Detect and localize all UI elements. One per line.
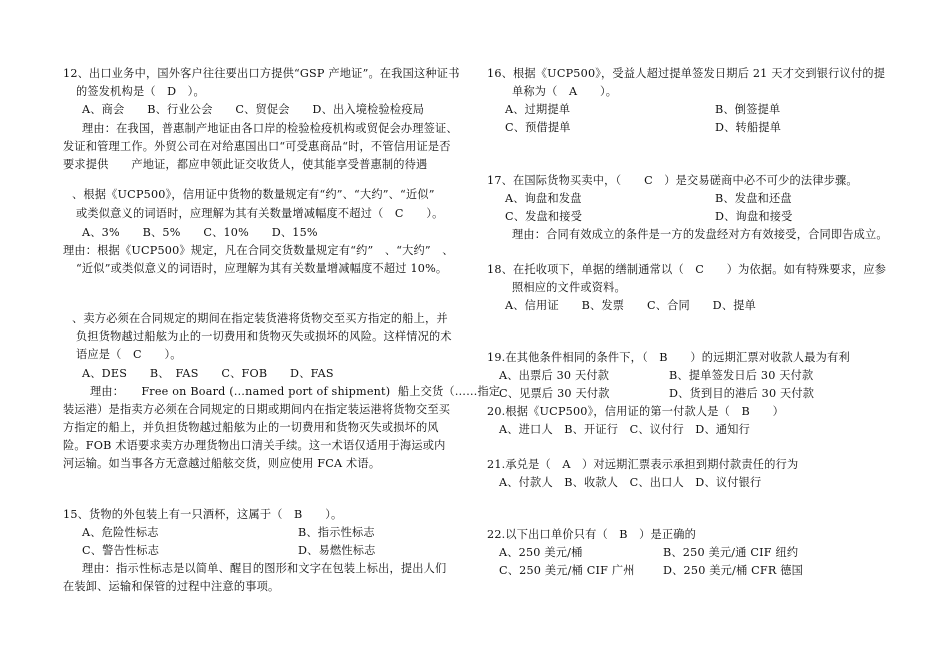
question-stem: 或类似意义的词语时，应理解为其有关数量增减幅度不超过（ C ）。	[76, 207, 444, 220]
question-stem: 单称为（ A ）。	[512, 85, 618, 98]
answer-option: D、货到目的港后 30 天付款	[669, 387, 815, 400]
answer-option: C、见票后 30 天付款	[499, 387, 610, 400]
answer-option: D、易燃性标志	[298, 544, 376, 557]
question-stem: 照相应的文件或资料。	[512, 281, 626, 294]
explanation: 理由：指示性标志是以简单、醒目的图形和文字在包装上标出，提出人们	[82, 562, 447, 575]
answer-options: A、3% B、5% C、10% D、15%	[82, 226, 318, 239]
explanation: 河运输。如当事各方无意越过船舷交货，则应使用 FCA 术语。	[63, 457, 381, 470]
explanation: 发证和管理工作。外贸公司在对给惠国出口“可受惠商品“时，不管信用证是否	[63, 140, 451, 153]
answer-option: B、发盘和还盘	[715, 192, 792, 205]
question-stem: 、根据《UCP500》，信用证中货物的数量规定有“约”、“大约”、“近似”	[72, 188, 435, 201]
explanation: 理由： Free on Board (…named port of shipment) 船上交货（……指定	[90, 385, 501, 398]
explanation: 方指定的船上，并负担货物越过船舷为止的一切费用和货物灭失或损坏的风	[63, 421, 439, 434]
answer-options: A、信用证 B、发票 C、合同 D、提单	[505, 299, 756, 312]
answer-option: D、转船提单	[715, 121, 782, 134]
explanation: 理由：根据《UCP500》规定，凡在合同交货数量规定有“约” 、“大约” 、	[63, 244, 454, 257]
explanation: 装运港）是指卖方必须在合同规定的日期或期间内在指定装运港将货物交至买	[63, 403, 451, 416]
answer-option: C、预借提单	[505, 121, 571, 134]
answer-option: D、询盘和接受	[715, 210, 793, 223]
question-stem: 17、在国际货物买卖中，（ C ）是交易磋商中必不可少的法律步骤。	[487, 174, 858, 187]
question-stem: 12、出口业务中，国外客户往往要出口方提供“GSP 产地证”。在我国这种证书	[63, 67, 460, 80]
explanation: “近似”或类似意义的词语时，应理解为其有关数量增减幅度不超过 10%。	[76, 262, 448, 275]
question-stem: 语应是（ C ）。	[76, 348, 182, 361]
answer-options: A、商会 B、行业公会 C、贸促会 D、出入境检验检疫局	[82, 103, 425, 116]
answer-option: A、250 美元/桶	[499, 546, 583, 559]
question-stem: 负担货物越过船舷为止的一切费用和货物灭失或损坏的风险。这样情况的术	[76, 330, 452, 343]
question-stem: 19.在其他条件相同的条件下，（ B ）的远期汇票对收款人最为有利	[487, 351, 850, 364]
question-stem: 16、根据《UCP500》，受益人超过提单签发日期后 21 天才交到银行议付的提	[487, 67, 886, 80]
question-stem: 18、在托收项下，单据的缮制通常以（ C ）为依据。如有特殊要求，应参	[487, 263, 887, 276]
question-stem: 21.承兑是（ A ）对远期汇票表示承担到期付款责任的行为	[487, 458, 799, 471]
explanation: 理由：在我国，普惠制产地证由各口岸的检验检疫机构或贸促会办理签证、	[82, 122, 458, 135]
explanation: 理由：合同有效成立的条件是一方的发盘经对方有效接受，合同即告成立。	[512, 228, 888, 241]
question-stem: 、卖方必须在合同规定的期间在指定装货港将货物交至买方指定的船上，并	[72, 312, 448, 325]
question-stem: 的签发机构是（ D ）。	[76, 85, 205, 98]
answer-option: C、发盘和接受	[505, 210, 583, 223]
explanation: 要求提供 产地证，都应申领此证交收货人，使其能享受普惠制的待遇	[63, 158, 428, 171]
answer-option: A、询盘和发盘	[505, 192, 582, 205]
question-stem: 20.根据《UCP500》，信用证的第一付款人是（ B ）	[487, 405, 785, 418]
explanation: 险。FOB 术语要求卖方办理货物出口清关手续。这一术语仅适用于海运或内	[63, 439, 446, 452]
answer-option: C、警告性标志	[82, 544, 160, 557]
answer-options: A、DES B、 FAS C、FOB D、FAS	[82, 367, 334, 380]
answer-option: B、倒签提单	[715, 103, 781, 116]
answer-option: B、指示性标志	[298, 526, 375, 539]
answer-option: A、危险性标志	[82, 526, 159, 539]
answer-option: A、出票后 30 天付款	[499, 369, 610, 382]
explanation: 在装卸、运输和保管的过程中注意的事项。	[63, 580, 280, 593]
answer-options: A、进口人 B、开证行 C、议付行 D、通知行	[499, 423, 750, 436]
answer-option: B、提单签发日后 30 天付款	[669, 369, 814, 382]
question-stem: 15、货物的外包装上有一只酒杯，这属于（ B ）。	[63, 508, 343, 521]
answer-option: D、250 美元/桶 CFR 德国	[663, 564, 804, 577]
answer-option: B、250 美元/通 CIF 纽约	[663, 546, 799, 559]
answer-option: C、250 美元/桶 CIF 广州	[499, 564, 635, 577]
question-stem: 22.以下出口单价只有（ B ）是正确的	[487, 528, 697, 541]
answer-options: A、付款人 B、收款人 C、出口人 D、议付银行	[499, 476, 762, 489]
answer-option: A、过期提单	[505, 103, 571, 116]
